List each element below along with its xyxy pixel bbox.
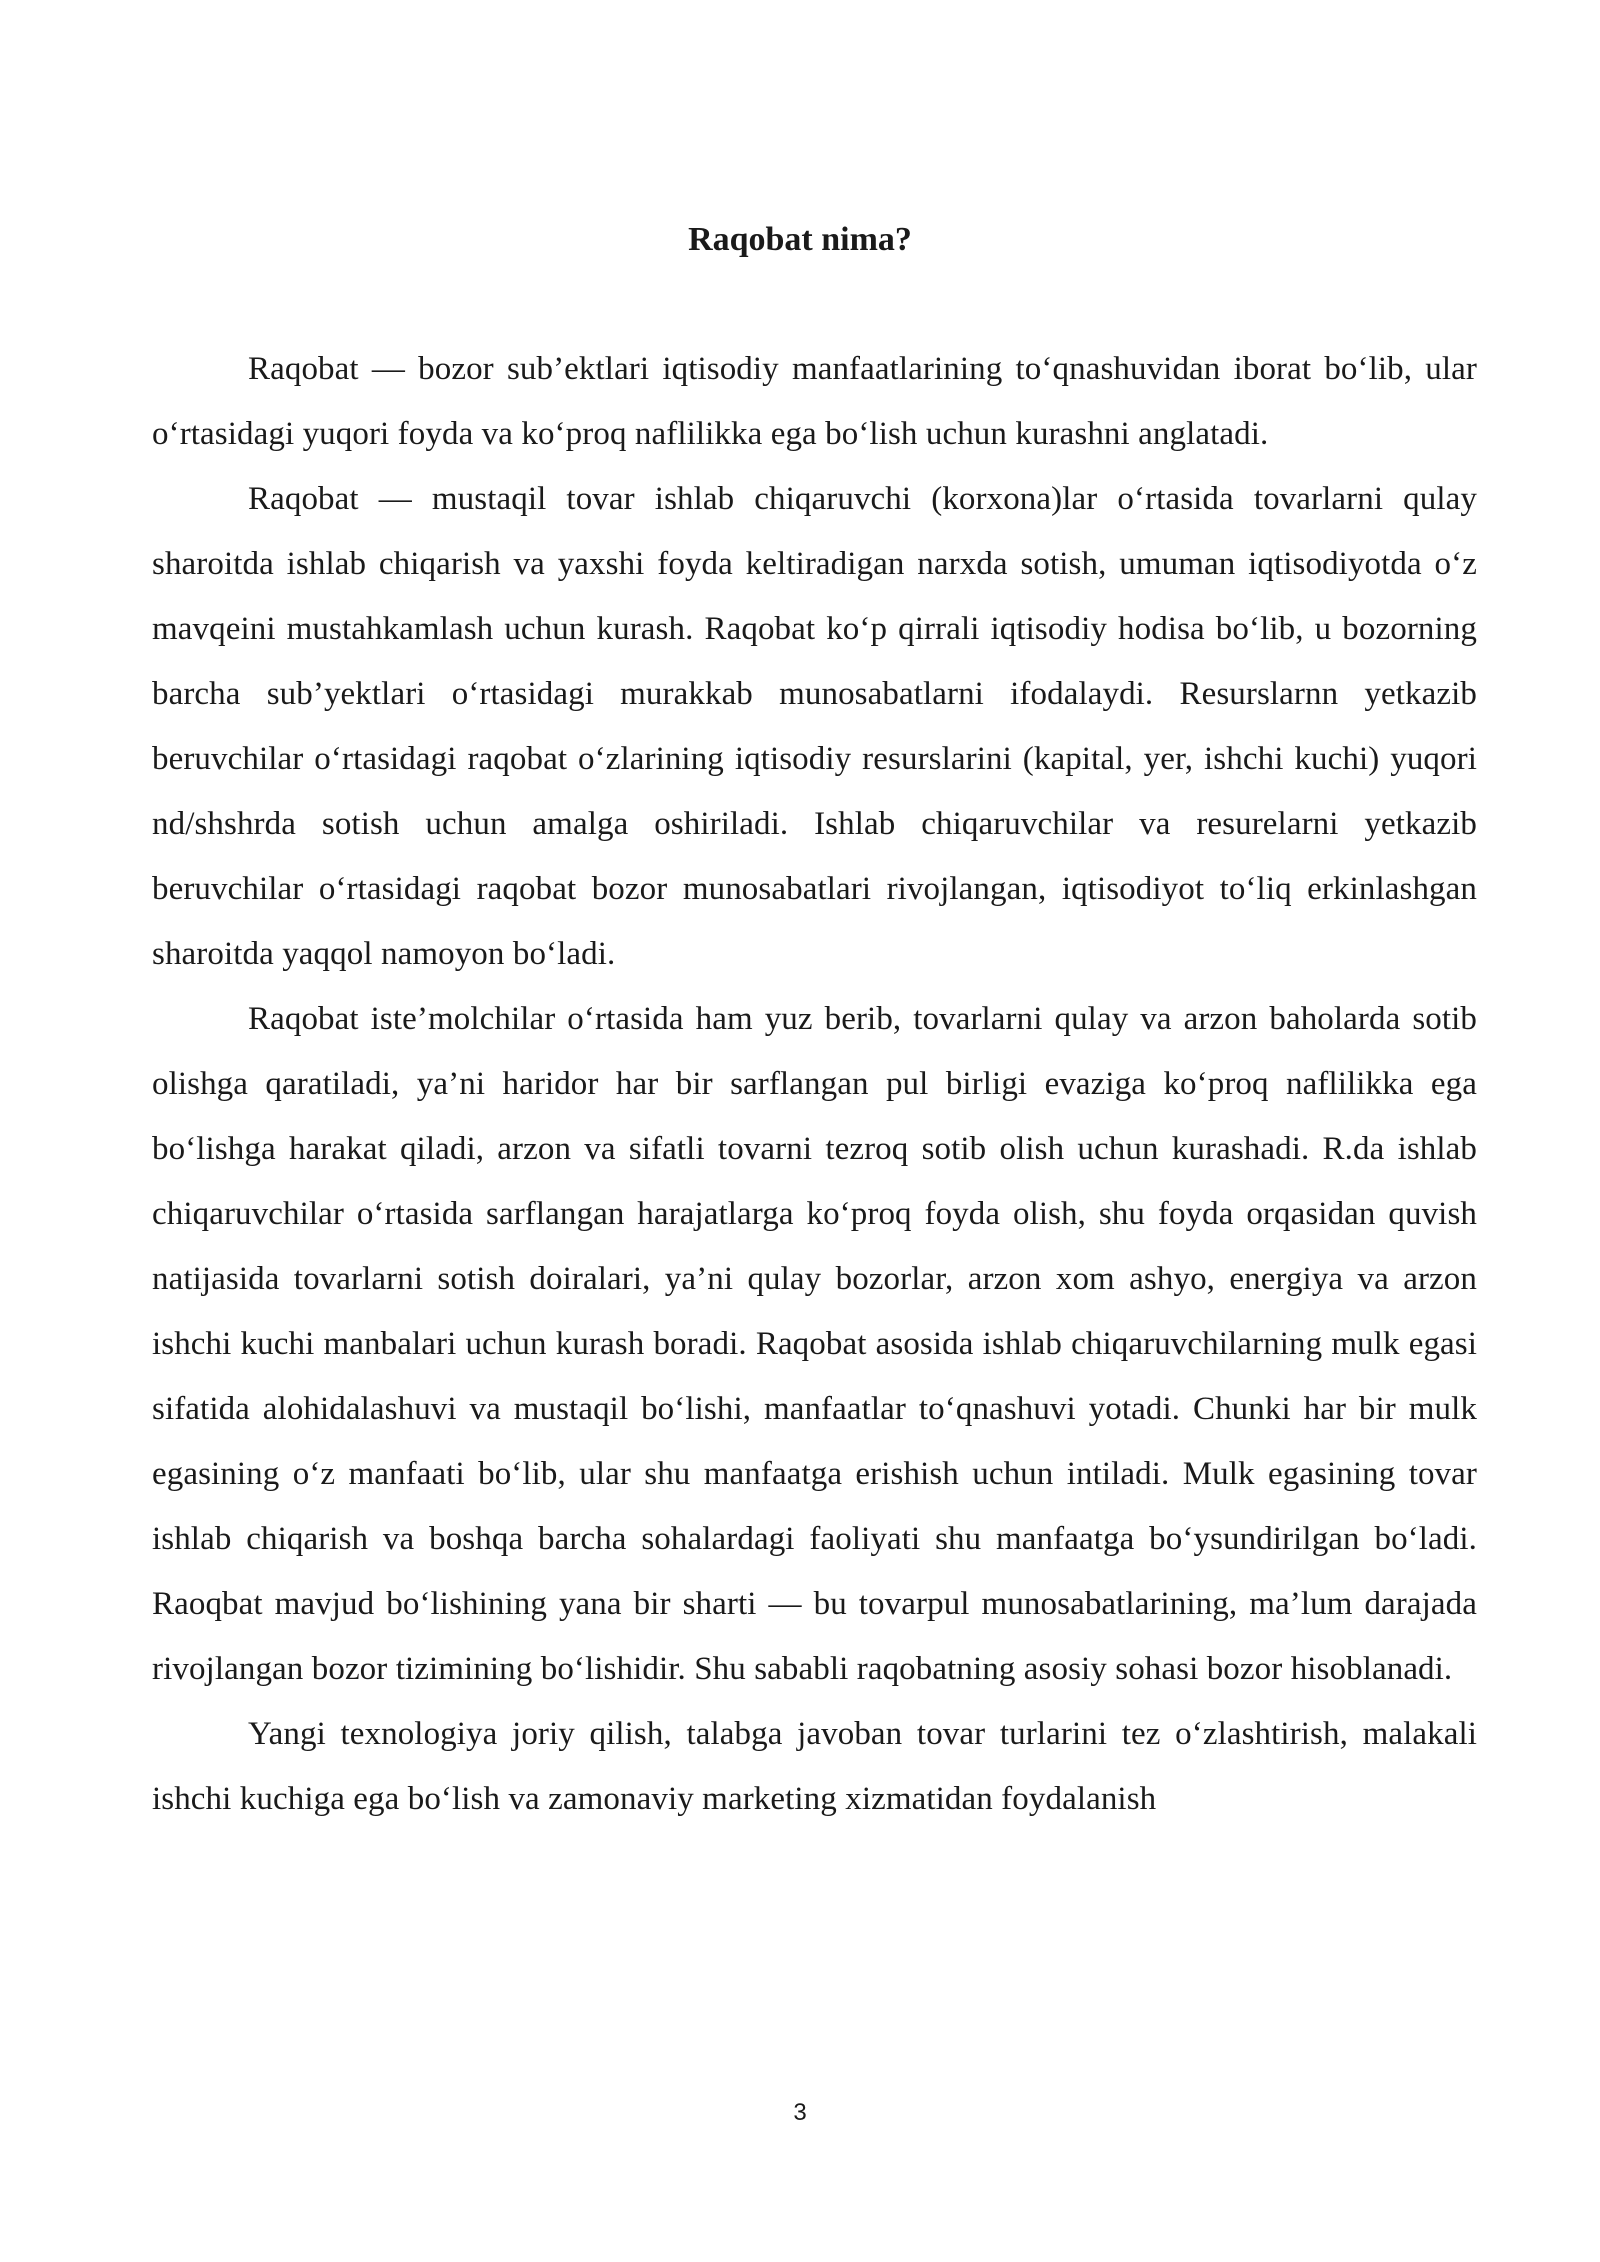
paragraph-4: Yangi texnologiya joriy qilish, talabga javoban tovar turlarini tez o‘zlashtirish, malakali ishchi kuchiga ega bo‘lish va zamonaviy marketing xizmatidan foydalanish <box>152 1716 1477 1817</box>
page-number: 3 <box>793 2099 807 2126</box>
document-body <box>152 337 1477 1832</box>
paragraph-2: Raqobat — mustaqil tovar ishlab chiqaruvchi (korxona)lar o‘rtasida tovarlarni qulay sharoitda ishlab chiqarish va yaxshi foyda keltiradigan narxda sotish, umuman iqtisodiyotda o‘z mavqeini mustahkamlash uchun kurash. Raqobat ko‘p qirrali iqtisodiy hodisa bo‘lib, u bozorning barcha sub’yektlari o‘rtasidagi murakkab munosabatlarni ifodalaydi. Resurslarnn yetkazib beruvchilar o‘rtasidagi raqobat o‘zlarining iqtisodiy resurslarini (kapital, yer, ishchi kuchi) yuqori nd/shshrda sotish uchun amalga oshiriladi. Ishlab chiqaruvchilar va resurelarni yetkazib beruvchilar o‘rtasidagi raqobat bozor munosabatlari rivojlangan, iqtisodiyot to‘liq erkinlashgan sharoitda yaqqol namoyon bo‘ladi. <box>152 481 1477 972</box>
paragraph-3: Raqobat iste’molchilar o‘rtasida ham yuz berib, tovarlarni qulay va arzon baholarda sotib olishga qaratiladi, ya’ni haridor har bir sarflangan pul birligi evaziga ko‘proq naflilikka ega bo‘lishga harakat qiladi, arzon va sifatli tovarni tezroq sotib olish uchun kurashadi. R.da ishlab chiqaruvchilar o‘rtasida sarflangan harajatlarga ko‘proq foyda olish, shu foyda orqasidan quvish natijasida tovarlarni sotish doiralari, ya’ni qulay bozorlar, arzon xom ashyo, energiya va arzon ishchi kuchi manbalari uchun kurash boradi. Raqobat asosida ishlab chiqaruvchilarning mulk egasi sifatida alohidalashuvi va mustaqil bo‘lishi, manfaatlar to‘qnashuvi yotadi. Chunki har bir mulk egasining o‘z manfaati bo‘lib, ular shu manfaatga erishish uchun intiladi. Mulk egasining tovar ishlab chiqarish va boshqa barcha sohalardagi faoliyati shu manfaatga bo‘ysundirilgan bo‘ladi. Raoqbat mavjud bo‘lishining yana bir sharti — bu tovarpul munosabatlarining, ma’lum darajada rivojlangan bozor tizimining bo‘lishidir. Shu sababli raqobatning asosiy sohasi bozor hisoblanadi. <box>152 1001 1477 1687</box>
page-title: Raqobat nima? <box>688 221 912 258</box>
paragraph-1: Raqobat — bozor sub’ektlari iqtisodiy manfaatlarining to‘qnashuvidan iborat bo‘lib, ular o‘rtasidagi yuqori foyda va ko‘proq naflilikka ega bo‘lish uchun kurashni anglatadi. <box>152 351 1477 452</box>
